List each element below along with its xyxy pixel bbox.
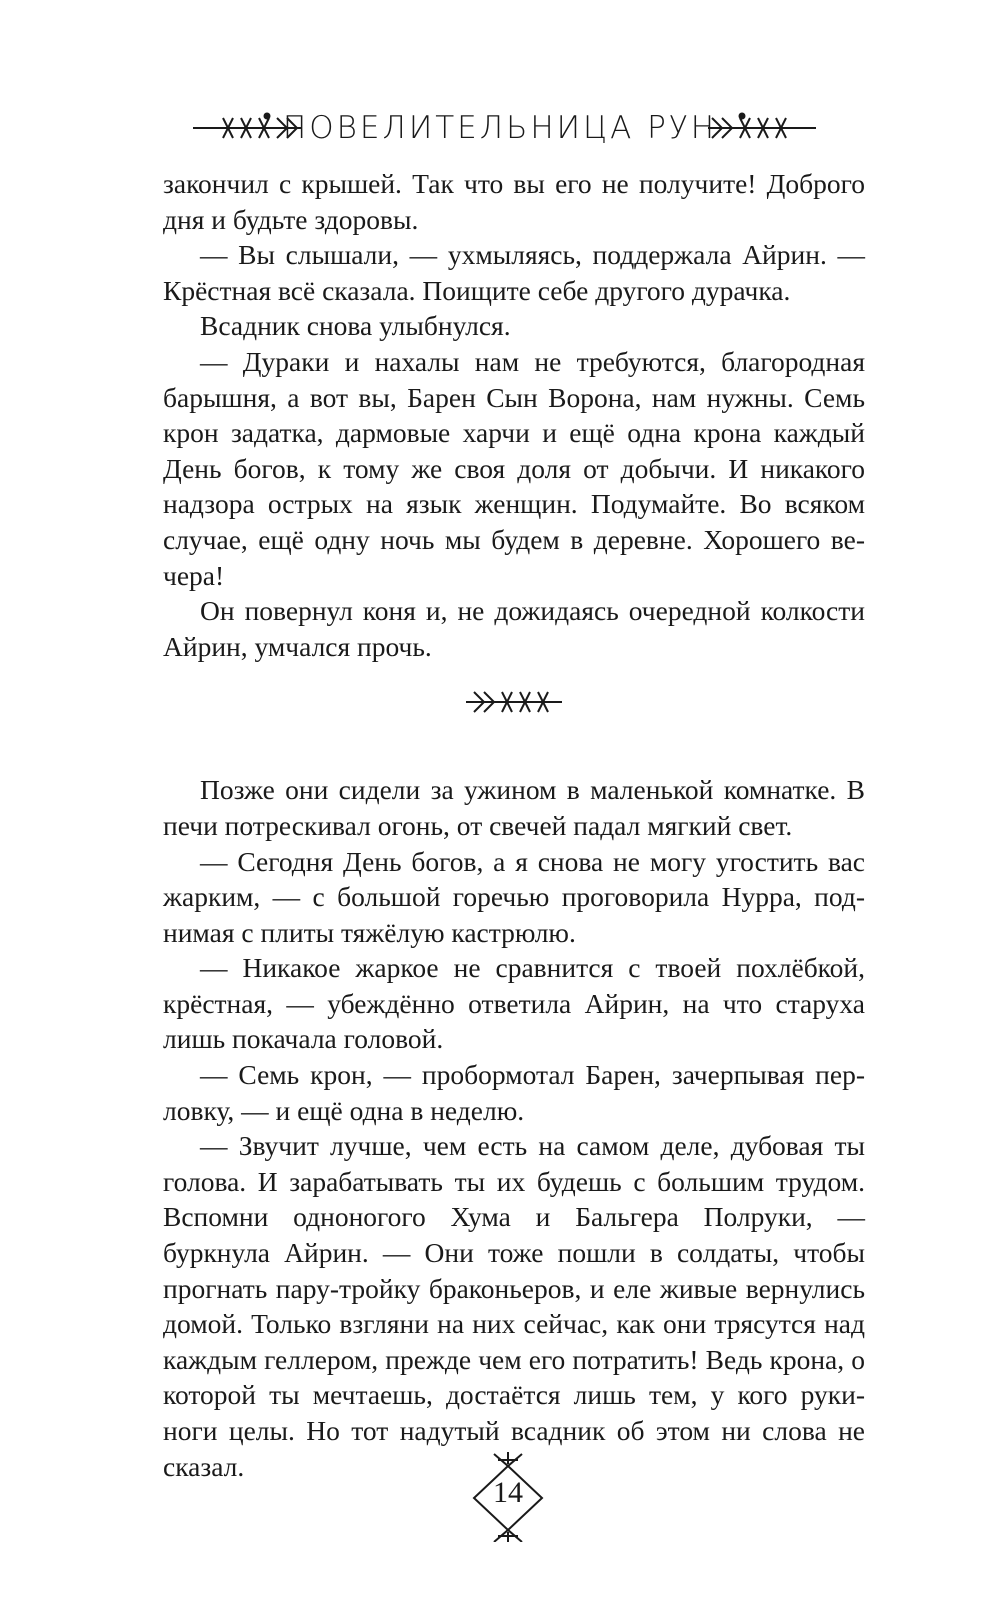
paragraph: Всадник снова улыбнулся.: [200, 310, 511, 342]
page-body: [163, 166, 865, 1484]
section-divider: [163, 664, 865, 772]
paragraph: — Звучит лучше, чем есть на самом деле, дубовая ты голова. И зарабатывать ты их будешь с большим трудом. Вспомни одноногого Хума и Бальгера Полруки, — буркнула Айрин. — Они тоже пошли в солдаты, чтобы прогнать пару-тройку браконьеров, и еле живые вернулись домой. Только взгляни на них сейчас, как они трясутся над каждым геллером, прежде чем его потратить! Ведь крона, о которой ты мечтаешь, достаётся лишь тем, у кого руки-ноги целы. Но тот надутый всадник об этом ни слова не сказал.: [163, 1130, 865, 1482]
page-number: 14: [493, 1476, 523, 1509]
rune-ornament-icon: [466, 682, 562, 722]
paragraph: — Сегодня День богов, а я снова не могу угостить вас жарким, — с большой горечью проговорила Нурра, поднимая с плиты тяжёлую кастрюлю.: [163, 845, 865, 948]
paragraph: Позже они сидели за ужином в маленькой комнатке. В печи потрескивал огонь, от свечей падал мягкий свет.: [163, 774, 865, 841]
paragraph: закончил с крышей. Так что вы его не получите! Доброго дня и будьте здоровы.: [163, 168, 865, 235]
paragraph: — Вы слышали, — ухмыляясь, поддержала Айрин. — Крёстная всё сказала. Поищите себе другого дурачка.: [163, 239, 865, 306]
running-title: ПОВЕЛИТЕЛЬНИЦА РУН: [282, 110, 718, 146]
paragraph: — Семь крон, — пробормотал Барен, зачерпывая перловку, — и ещё одна в неделю.: [163, 1059, 865, 1126]
paragraph: — Дураки и нахалы нам не требуются, благородная барышня, а вот вы, Барен Сын Ворона, нам нужны. Семь крон задатка, дармовые харчи и ещё одна крона каждый День богов, к тому же своя доля от добычи. И никакого надзора острых на язык женщин. Подумайте. Во всяком случае, ещё одну ночь мы будем в деревне. Хорошего вечера!: [163, 345, 865, 591]
paragraph: — Никакое жаркое не сравнится с твоей похлёбкой, крёстная, — убеждённо ответила Айрин, на что старуха лишь покачала головой.: [163, 952, 865, 1055]
paragraph: Он повернул коня и, не дожидаясь очередной колкости Айрин, умчался прочь.: [163, 595, 865, 662]
